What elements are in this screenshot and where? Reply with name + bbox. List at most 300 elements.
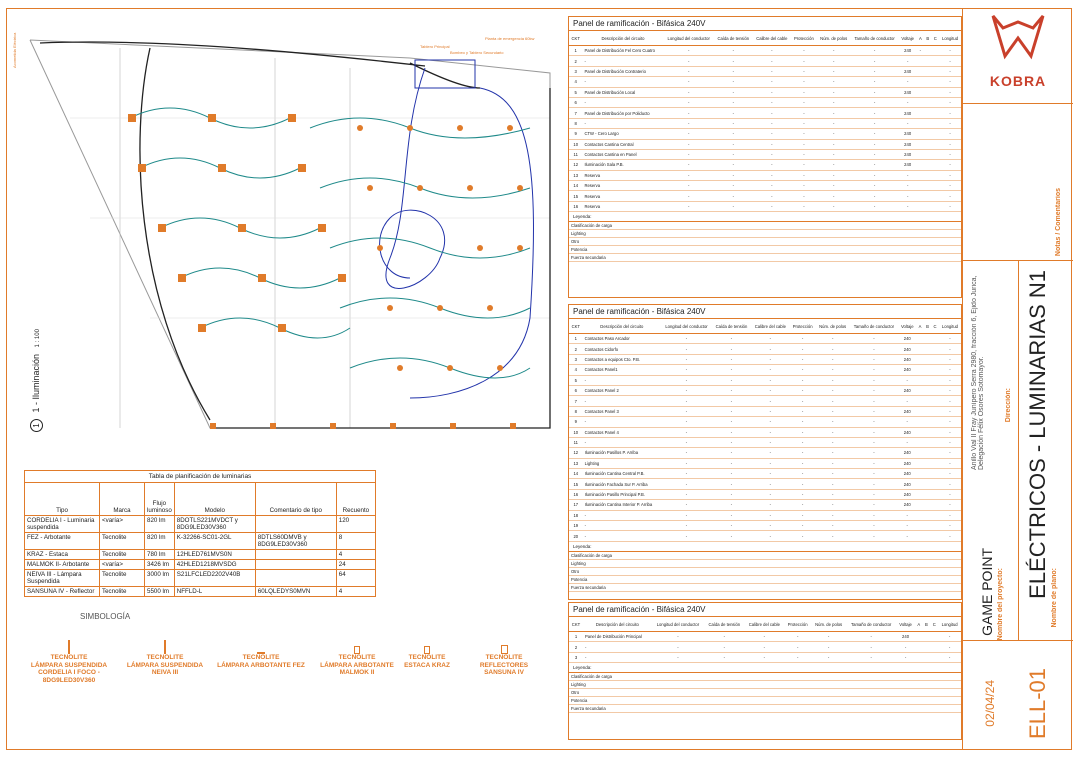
table-cell	[924, 437, 931, 447]
column-header: C	[931, 319, 939, 334]
table-cell: -	[939, 129, 961, 139]
table-cell: -	[753, 77, 791, 87]
table-cell: -	[582, 118, 663, 128]
column-header: B	[923, 617, 931, 632]
table-cell: -	[714, 191, 753, 201]
table-cell	[924, 354, 931, 364]
table-cell: -	[816, 396, 850, 406]
table-cell: Contactos Cidorfo	[583, 344, 662, 354]
table-cell: 240	[898, 500, 916, 510]
panel-title: Panel de ramificación - Bifásica 240V	[569, 603, 961, 617]
table-cell	[931, 170, 939, 180]
table-cell: -	[790, 479, 816, 489]
table-cell: -	[661, 417, 712, 427]
view-number: 1	[30, 419, 43, 432]
panel-body	[569, 46, 961, 212]
table-cell: -	[663, 170, 713, 180]
table-cell: -	[712, 354, 751, 364]
schedule-header: Recuento	[336, 483, 375, 516]
table-cell: -	[583, 642, 652, 652]
table-cell: -	[851, 87, 899, 97]
column-header: Caída de tensión	[714, 31, 753, 46]
table-cell: 820 lm	[145, 533, 175, 550]
table-row	[569, 66, 961, 76]
table-cell: -	[714, 170, 753, 180]
table-cell: Reserva	[582, 191, 663, 201]
table-cell: -	[751, 334, 790, 344]
panel-notes: Leyenda:	[569, 542, 961, 552]
table-cell: -	[753, 170, 791, 180]
panel-notes: Leyenda:	[569, 212, 961, 222]
table-row	[569, 448, 961, 458]
table-cell: -	[790, 354, 816, 364]
table-cell: 16	[569, 489, 583, 499]
table-cell: 2	[569, 344, 583, 354]
table-cell: -	[652, 632, 704, 642]
table-cell: -	[791, 46, 817, 56]
table-row	[569, 170, 961, 180]
table-cell: -	[850, 531, 899, 541]
table-cell: 9	[569, 417, 583, 427]
table-cell: -	[784, 652, 811, 662]
table-cell: -	[661, 437, 712, 447]
summary-row	[569, 583, 961, 591]
table-cell: 24	[336, 560, 375, 570]
table-cell: -	[661, 500, 712, 510]
table-cell: -	[714, 77, 753, 87]
table-row	[569, 510, 961, 520]
table-cell: 5500 lm	[145, 587, 175, 597]
table-cell: -	[663, 87, 713, 97]
table-cell	[931, 191, 939, 201]
table-cell	[915, 642, 923, 652]
table-row	[569, 642, 961, 652]
table-cell	[916, 375, 923, 385]
table-cell: -	[712, 385, 751, 395]
table-cell: -	[939, 479, 961, 489]
table-cell: -	[939, 87, 961, 97]
table-cell: -	[712, 510, 751, 520]
table-cell: -	[744, 632, 784, 642]
table-cell: -	[712, 344, 751, 354]
table-cell: -	[753, 87, 791, 97]
table-cell: 240	[899, 87, 917, 97]
table-cell: 240	[898, 448, 916, 458]
table-cell	[916, 427, 923, 437]
table-row	[569, 385, 961, 395]
acometida-label: Acometida Eléctrica	[12, 32, 17, 68]
panel-header-row	[569, 617, 961, 632]
table-cell: 16	[569, 201, 582, 211]
column-header: CKT	[569, 319, 583, 334]
table-row	[569, 46, 961, 56]
table-cell: -	[753, 129, 791, 139]
table-cell: -	[583, 510, 662, 520]
table-cell: 3000 lm	[145, 570, 175, 587]
symbology-legend	[24, 636, 544, 706]
summary-row	[569, 238, 961, 246]
table-cell: 5	[569, 375, 583, 385]
table-cell: -	[899, 191, 917, 201]
table-cell: 3426 lm	[145, 560, 175, 570]
table-cell: -	[939, 149, 961, 159]
table-row	[569, 365, 961, 375]
table-cell	[916, 334, 923, 344]
table-row	[569, 458, 961, 468]
table-cell	[924, 97, 931, 107]
table-cell: -	[663, 108, 713, 118]
column-header: Tamaño de conductor	[851, 31, 899, 46]
table-cell	[916, 531, 923, 541]
column-header: CKT	[569, 617, 583, 632]
table-cell: -	[850, 458, 899, 468]
table-cell	[924, 489, 931, 499]
table-cell: -	[714, 201, 753, 211]
table-cell: -	[939, 170, 961, 180]
table-cell: -	[712, 500, 751, 510]
table-cell: -	[816, 375, 850, 385]
summary-cell: Potencia	[569, 575, 961, 583]
sheet-number: ELL-01	[1025, 668, 1050, 739]
table-cell: 240	[899, 149, 917, 159]
table-cell: -	[817, 56, 851, 66]
table-cell	[916, 437, 923, 447]
table-cell	[924, 406, 931, 416]
table-cell: -	[850, 448, 899, 458]
table-cell: -	[753, 201, 791, 211]
column-header: CKT	[569, 31, 582, 46]
table-cell: Contactos a equipos Cto. P.B.	[583, 354, 662, 364]
table-cell	[931, 344, 939, 354]
summary-row	[569, 697, 961, 705]
table-cell: -	[663, 201, 713, 211]
table-cell: 240	[898, 469, 916, 479]
table-cell	[931, 521, 939, 531]
table-cell	[931, 489, 939, 499]
luminaire-schedule	[24, 470, 376, 597]
table-cell	[915, 632, 923, 642]
planta-label: Planta de emergencia 60kw	[485, 36, 535, 41]
pendant-lamp-icon	[68, 640, 70, 654]
stake-lamp-icon	[424, 646, 430, 654]
table-cell: -	[712, 458, 751, 468]
table-cell	[924, 469, 931, 479]
table-cell: -	[817, 170, 851, 180]
table-row	[569, 427, 961, 437]
table-cell	[931, 149, 939, 159]
column-header: Voltaje	[898, 319, 916, 334]
table-cell: -	[751, 427, 790, 437]
table-cell: -	[751, 354, 790, 364]
table-cell	[931, 396, 939, 406]
table-cell: -	[791, 87, 817, 97]
table-cell: 18	[569, 510, 583, 520]
summary-cell: Clasificación de carga	[569, 673, 961, 681]
table-cell: 11	[569, 149, 582, 159]
table-cell: 7	[569, 108, 582, 118]
table-cell: -	[712, 375, 751, 385]
table-cell: 3	[569, 354, 583, 364]
table-cell: -	[663, 129, 713, 139]
table-cell: -	[938, 642, 961, 652]
table-cell: -	[816, 510, 850, 520]
table-cell: -	[712, 365, 751, 375]
table-row	[25, 560, 376, 570]
table-row	[569, 118, 961, 128]
table-cell: -	[753, 191, 791, 201]
table-cell	[930, 642, 938, 652]
table-cell: -	[817, 108, 851, 118]
table-cell: -	[751, 365, 790, 375]
table-cell: 20	[569, 531, 583, 541]
table-cell: -	[661, 469, 712, 479]
table-cell: 12	[569, 160, 582, 170]
table-cell: -	[661, 385, 712, 395]
table-cell: Iluminación Fachada Sur P. Arriba	[583, 479, 662, 489]
column-header: B	[924, 319, 931, 334]
table-cell: -	[816, 385, 850, 395]
table-cell	[916, 406, 923, 416]
table-cell: -	[751, 448, 790, 458]
table-cell: 240	[898, 385, 916, 395]
table-cell: -	[817, 46, 851, 56]
legend-item-neiva: TECNOLITE LÁMPARA SUSPENDIDA NEIVA III	[120, 636, 210, 677]
table-cell: -	[714, 181, 753, 191]
table-cell: 240	[896, 632, 915, 642]
summary-row	[569, 552, 961, 560]
table-cell: Contactos Cantina Central	[582, 139, 663, 149]
table-cell: -	[939, 191, 961, 201]
schedule-title: Tabla de planificación de luminarias	[24, 470, 376, 482]
table-cell: Contactos Panel 4	[583, 427, 662, 437]
table-cell	[916, 458, 923, 468]
table-cell: -	[663, 191, 713, 201]
wall-lamp-icon	[354, 646, 360, 654]
table-cell: 8DOTLS221MVDCT y 8DG9LED30V360	[174, 516, 255, 533]
table-cell	[931, 334, 939, 344]
table-cell: -	[751, 469, 790, 479]
table-cell	[917, 118, 924, 128]
table-cell: 15	[569, 191, 582, 201]
table-cell: -	[817, 139, 851, 149]
table-cell: 8	[569, 118, 582, 128]
table-cell: Tecnolite	[100, 570, 145, 587]
panel-summary	[569, 222, 961, 262]
table-cell: -	[714, 108, 753, 118]
table-row	[25, 570, 376, 587]
table-cell: -	[663, 66, 713, 76]
table-cell	[931, 201, 939, 211]
table-cell: -	[661, 458, 712, 468]
table-cell	[924, 500, 931, 510]
table-cell: 240	[899, 66, 917, 76]
column-header: Núm. de polos	[811, 617, 846, 632]
table-cell	[931, 385, 939, 395]
column-header: Longitud	[939, 319, 961, 334]
table-cell	[255, 560, 336, 570]
table-row	[569, 479, 961, 489]
table-cell: -	[790, 406, 816, 416]
table-cell: -	[939, 427, 961, 437]
table-cell: -	[851, 77, 899, 87]
table-cell	[916, 385, 923, 395]
table-cell: -	[850, 469, 899, 479]
table-cell: -	[791, 108, 817, 118]
table-cell: -	[850, 479, 899, 489]
table-cell: Contactos Panel 2	[583, 385, 662, 395]
table-cell	[931, 437, 939, 447]
table-cell: 10	[569, 139, 582, 149]
summary-cell: Lighting	[569, 559, 961, 567]
table-row	[569, 191, 961, 201]
building-outline	[30, 40, 550, 428]
table-cell	[924, 479, 931, 489]
table-cell	[924, 66, 931, 76]
table-cell: -	[939, 46, 961, 56]
table-cell: 8	[336, 533, 375, 550]
table-cell: -	[583, 375, 662, 385]
table-cell: -	[816, 417, 850, 427]
table-cell	[931, 108, 939, 118]
table-cell: 64	[336, 570, 375, 587]
table-cell: 9	[569, 129, 582, 139]
table-cell: 1	[569, 334, 583, 344]
table-cell: -	[851, 46, 899, 56]
table-cell: -	[939, 458, 961, 468]
table-cell: -	[661, 344, 712, 354]
table-cell: -	[790, 427, 816, 437]
column-header: Caída de tensión	[712, 319, 751, 334]
summary-row	[569, 230, 961, 238]
table-cell	[916, 396, 923, 406]
schedule-body	[25, 516, 376, 597]
column-header: Caída de tensión	[704, 617, 744, 632]
table-cell: -	[899, 56, 917, 66]
table-cell: -	[753, 56, 791, 66]
table-cell: -	[817, 97, 851, 107]
table-cell: -	[816, 489, 850, 499]
table-cell: S21LFCLED2202V40B	[174, 570, 255, 587]
table-cell	[931, 46, 939, 56]
panel-title: Panel de ramificación - Bifásica 240V	[569, 17, 961, 31]
table-cell	[917, 160, 924, 170]
table-cell: -	[939, 160, 961, 170]
table-cell: Iluminación Pasillos P. Arriba	[583, 448, 662, 458]
table-cell: -	[583, 521, 662, 531]
table-cell: -	[712, 521, 751, 531]
table-cell: -	[850, 510, 899, 520]
table-cell: -	[712, 437, 751, 447]
column-header: Longitud del conductor	[663, 31, 713, 46]
table-cell: -	[811, 632, 846, 642]
table-cell: -	[751, 417, 790, 427]
table-cell: 240	[898, 365, 916, 375]
table-cell: -	[744, 652, 784, 662]
table-row	[569, 469, 961, 479]
table-cell	[931, 500, 939, 510]
table-cell	[255, 570, 336, 587]
table-cell: -	[583, 437, 662, 447]
table-cell: -	[790, 385, 816, 395]
table-cell	[930, 632, 938, 642]
table-cell	[924, 521, 931, 531]
table-cell: -	[816, 500, 850, 510]
table-cell: -	[790, 344, 816, 354]
kobra-logo-icon	[963, 8, 1073, 68]
legend-item-malmok: TECNOLITE LÁMPARA ARBOTANTE MALMOK II	[312, 636, 402, 677]
table-cell: Iluminación Sala P.B.	[582, 160, 663, 170]
table-cell: Tecnolite	[100, 550, 145, 560]
table-cell: -	[816, 479, 850, 489]
table-cell	[924, 417, 931, 427]
table-cell	[924, 170, 931, 180]
table-cell: -	[850, 365, 899, 375]
table-cell: 240	[898, 458, 916, 468]
table-cell: -	[663, 149, 713, 159]
table-cell: 240	[898, 334, 916, 344]
column-header: Protección	[790, 319, 816, 334]
table-cell: -	[899, 201, 917, 211]
table-cell: -	[714, 97, 753, 107]
table-cell: -	[898, 375, 916, 385]
table-cell	[916, 489, 923, 499]
summary-row	[569, 575, 961, 583]
table-cell: -	[661, 354, 712, 364]
table-cell: -	[712, 396, 751, 406]
table-cell: 1	[569, 46, 582, 56]
table-cell	[924, 448, 931, 458]
table-cell: Iluminación Pasillo Principal P.B.	[583, 489, 662, 499]
table-cell: 240	[899, 46, 917, 56]
table-cell: -	[661, 448, 712, 458]
table-cell	[931, 469, 939, 479]
table-cell: Reserva	[582, 201, 663, 211]
table-cell: MALMOK II- Arbotante	[25, 560, 100, 570]
table-cell: -	[939, 365, 961, 375]
column-header: Longitud del conductor	[661, 319, 712, 334]
table-row	[569, 521, 961, 531]
table-cell: 240	[899, 129, 917, 139]
table-cell	[916, 344, 923, 354]
table-cell: -	[850, 521, 899, 531]
panel-title: Panel de ramificación - Bifásica 240V	[569, 305, 961, 319]
table-row	[569, 375, 961, 385]
table-cell	[917, 170, 924, 180]
table-cell	[917, 56, 924, 66]
table-cell: -	[583, 531, 662, 541]
title-block	[962, 8, 1072, 750]
table-cell: -	[753, 139, 791, 149]
table-cell: 3	[569, 66, 582, 76]
table-cell	[931, 118, 939, 128]
circuit-line-teal	[130, 108, 530, 378]
table-row	[569, 201, 961, 211]
table-cell	[924, 396, 931, 406]
table-cell: 14	[569, 181, 582, 191]
table-cell: CORDELIA I - Luminaria suspendida	[25, 516, 100, 533]
table-cell	[931, 129, 939, 139]
table-cell: 13	[569, 458, 583, 468]
table-cell: FEZ - Arbotante	[25, 533, 100, 550]
table-row	[569, 500, 961, 510]
table-cell: -	[790, 489, 816, 499]
feeder-line-black	[40, 42, 550, 428]
table-cell: -	[896, 642, 915, 652]
table-cell: -	[791, 170, 817, 180]
table-cell: 4	[569, 77, 582, 87]
table-cell	[931, 427, 939, 437]
table-cell: -	[817, 201, 851, 211]
